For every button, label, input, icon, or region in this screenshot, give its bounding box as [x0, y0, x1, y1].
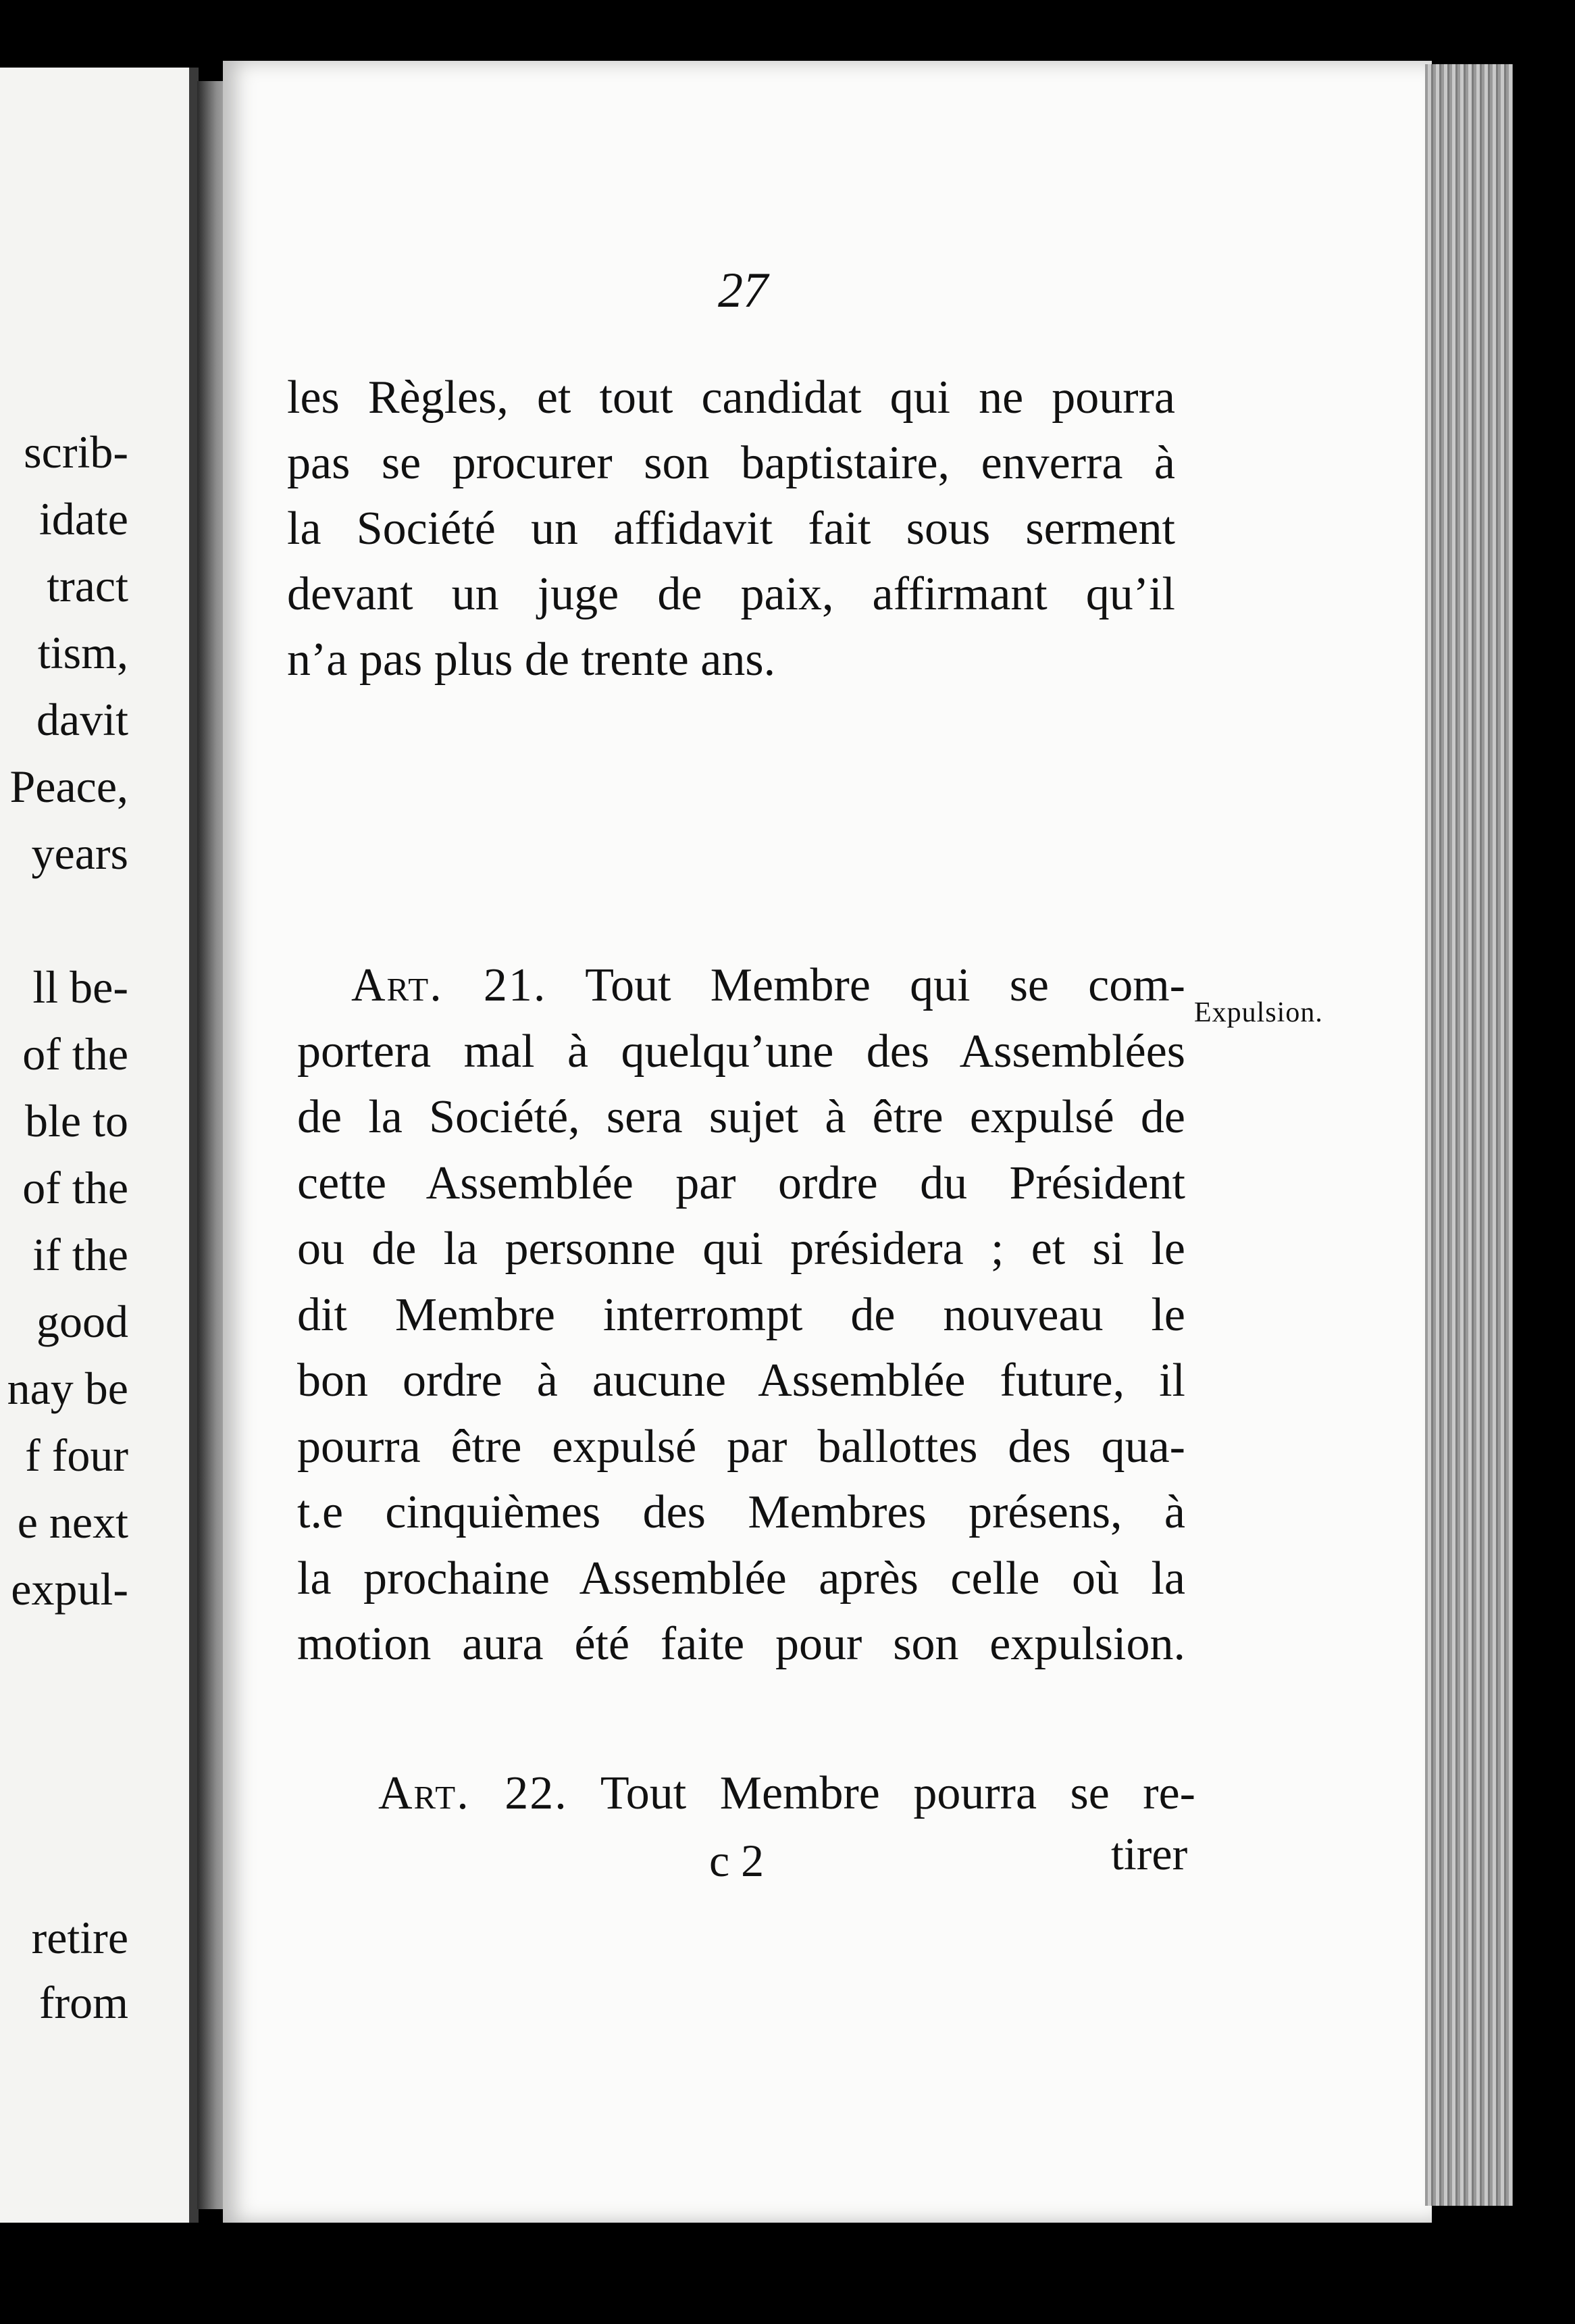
text-line: la Société un affidavit fait sous serment [287, 503, 1175, 555]
left-line: of the [22, 1162, 128, 1213]
catchword: tirer [1111, 1828, 1188, 1879]
text-line: la prochaine Assemblée après celle où la [297, 1552, 1185, 1605]
left-line: nay be [7, 1363, 128, 1414]
text-line: t.e cinquièmes des Membres présens, à [297, 1486, 1185, 1538]
text-line: ou de la personne qui présidera ; et si le [297, 1223, 1185, 1275]
article-first-line [378, 1767, 1195, 1821]
page-number: 27 [718, 263, 768, 318]
text-line: motion aura été faite pour son expulsion. [297, 1618, 1185, 1670]
text-line: de la Société, sera sujet à être expulsé de [297, 1091, 1185, 1143]
left-page [0, 68, 199, 2223]
article-first-line [297, 953, 1185, 1019]
left-line: Peace, [9, 761, 128, 812]
article-text: Tout Membre qui se com- [585, 959, 1185, 1011]
left-line: years [31, 828, 128, 879]
text-line: bon ordre à aucune Assemblée future, il [297, 1355, 1185, 1407]
left-line: good [36, 1296, 128, 1347]
left-line: scrib- [24, 426, 128, 478]
left-line: of the [22, 1028, 128, 1080]
left-page-text [0, 419, 128, 1623]
text-line: les Règles, et tout candidat qui ne pourra [287, 372, 1175, 424]
text-line: devant un juge de paix, affirmant qu’il [287, 568, 1175, 620]
article-21 [297, 953, 1185, 1677]
article-22 [378, 1767, 1195, 1821]
left-line: ll be- [32, 961, 128, 1013]
text-line: n’a pas plus de trente ans. [287, 634, 776, 686]
left-line [0, 887, 128, 954]
signature-mark: c 2 [709, 1835, 765, 1886]
intro-paragraph [287, 365, 1175, 692]
left-tail-line: retire [31, 1912, 128, 1963]
page-edge-stack [1425, 64, 1513, 2206]
text-line: pourra être expulsé par ballottes des qua- [297, 1420, 1185, 1473]
text-line: cette Assemblée par ordre du Président [297, 1157, 1185, 1209]
article-text: Tout Membre pourra se re- [600, 1767, 1195, 1819]
left-line: davit [36, 694, 128, 745]
left-line: e next [17, 1496, 128, 1548]
left-page-tail [0, 1905, 128, 2035]
left-line: expul- [11, 1563, 128, 1615]
text-line: dit Membre interrompt de nouveau le [297, 1288, 1185, 1341]
article-label: Art. 22. [378, 1767, 568, 1819]
article-label: Art. 21. [351, 959, 547, 1011]
text-line: portera mal à quelqu’une des Assemblées [297, 1025, 1185, 1078]
left-line: if the [32, 1229, 128, 1280]
left-tail-line: from [38, 1977, 128, 2028]
left-line: tract [47, 560, 128, 611]
text-line: pas se procurer son baptistaire, enverra à [287, 437, 1175, 489]
margin-note: Expulsion. [1194, 997, 1323, 1028]
left-line: ble to [25, 1095, 128, 1146]
left-line: idate [38, 493, 128, 545]
left-line: f four [25, 1430, 128, 1481]
left-line: tism, [37, 627, 128, 678]
